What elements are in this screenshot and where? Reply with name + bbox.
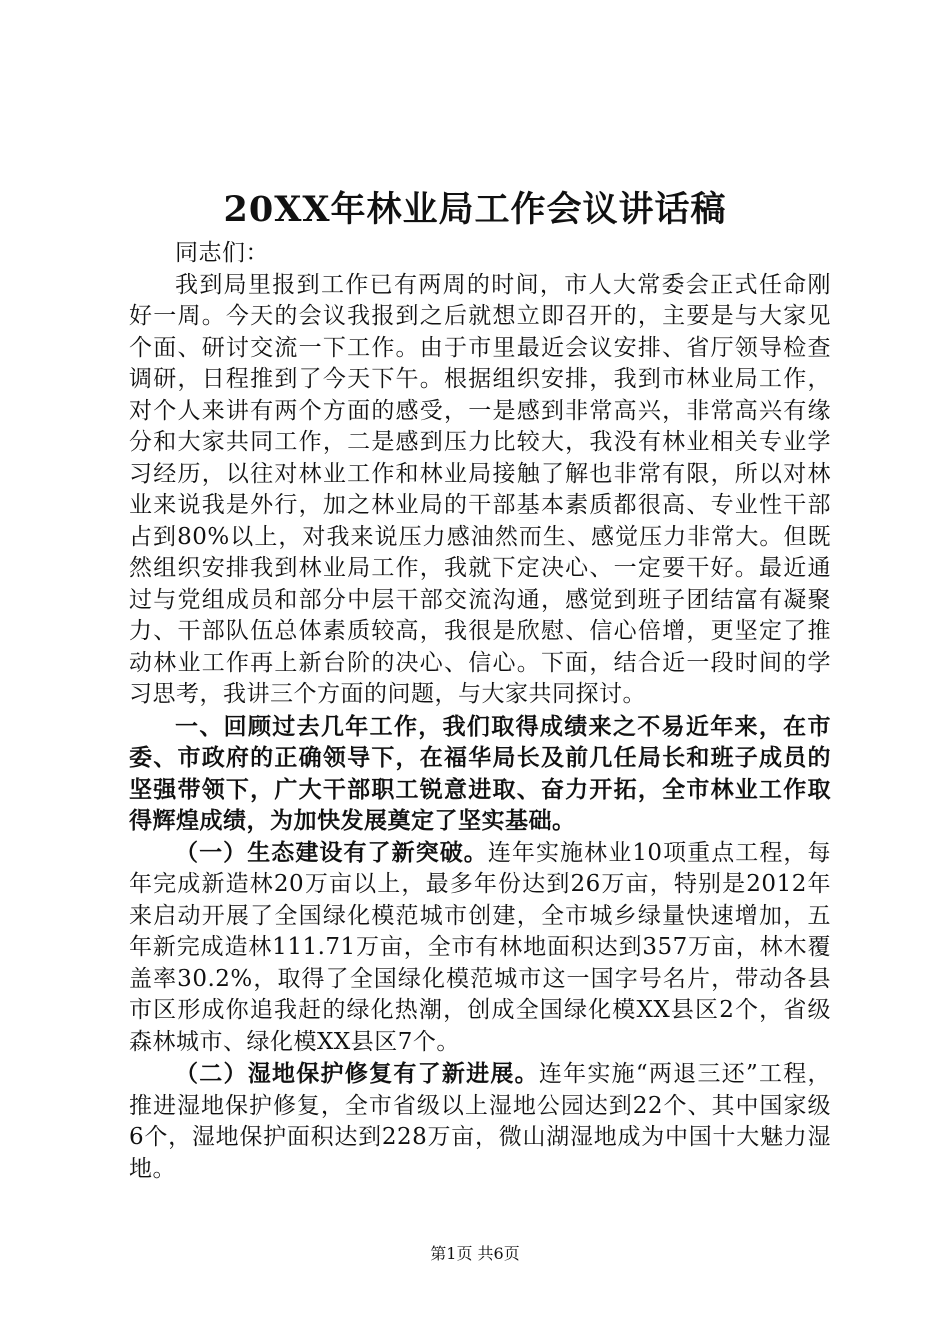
paragraph-wetland <box>129 1058 831 1185</box>
section-heading-text: 一、回顾过去几年工作，我们取得成绩来之不易近年来，在市委、市政府的正确领导下，在福华局长及前几任局长和班子成员的坚强带领下，广大干部职工锐意进取、奋力开拓，全市林业工作取得辉煌成绩，为加快发展奠定了坚实基础。 <box>129 712 831 834</box>
greeting: 同志们： <box>175 240 269 266</box>
document-body <box>129 238 831 1185</box>
paragraph-text: 我到局里报到工作已有两周的时间，市人大常委会正式任命刚好一周。今天的会议我报到之后就想立即召开的，主要是与大家见个面、研讨交流一下工作。由于市里最近会议安排、省厅领导检查调研，日程推到了今天下午。根据组织安排，我到市林业局工作，对个人来讲有两个方面的感受，一是感到非常高兴，非常高兴有缘分和大家共同工作，二是感到压力比较大，我没有林业相关专业学习经历，以往对林业工作和林业局接触了解也非常有限，所以对林业来说我是外行，加之林业局的干部基本素质都很高、专业性干部占到80%以上，对我来说压力感油然而生、感觉压力非常大。但既然组织安排我到林业局工作，我就下定决心、一定要干好。最近通过与党组成员和部分中层干部交流沟通，感觉到班子团结富有凝聚力、干部队伍总体素质较高，我很是欣慰、信心倍增，更坚定了推动林业工作再上新台阶的决心、信心。下面，结合近一段时间的学习思考，我讲三个方面的问题，与大家共同探讨。 <box>129 271 831 707</box>
paragraph-ecology <box>129 837 831 1059</box>
paragraph-intro <box>129 270 831 711</box>
page-footer: 第1页 共6页 <box>430 1244 520 1263</box>
page-title: 20XX年林业局工作会议讲话稿 <box>223 189 727 230</box>
section-heading-one <box>129 711 831 837</box>
subsection-heading: （二）湿地保护修复有了新进展。 <box>175 1060 539 1087</box>
paragraph-text: 连年实施“两退三还”工程，推进湿地保护修复，全市省级以上湿地公园达到22个、其中国家级6个，湿地保护面积达到228万亩，微山湖湿地成为中国十大魅力湿地。 <box>129 1061 831 1182</box>
paragraph-text: 连年实施林业10项重点工程，每年完成新造林20万亩以上，最多年份达到26万亩，特别是2012年来启动开展了全国绿化模范城市创建，全市城乡绿量快速增加，五年新完成造林111.71万亩，全市有林地面积达到357万亩，林木覆盖率30.2%，取得了全国绿化模范城市这一国字号名片，带动各县市区形成你追我赶的绿化热潮，创成全国绿化模XX县区2个，省级森林城市、绿化模XX县区7个。 <box>129 839 831 1055</box>
subsection-heading: （一）生态建设有了新突破。 <box>175 838 488 866</box>
